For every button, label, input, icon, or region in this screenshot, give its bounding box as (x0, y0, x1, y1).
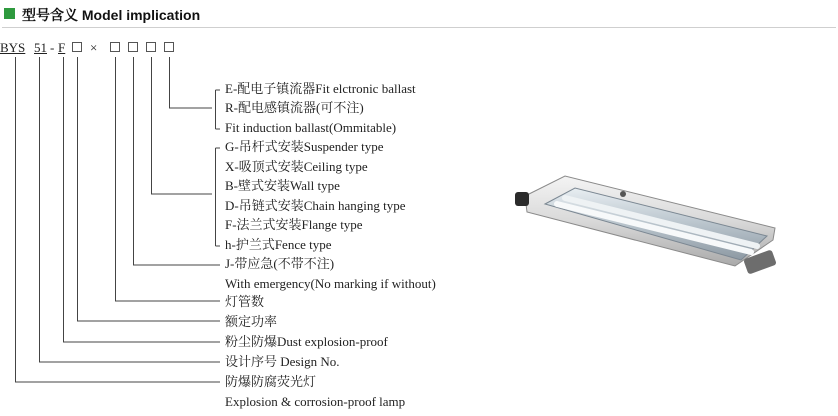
label-dust-proof: 粉尘防爆Dust explosion-proof (225, 334, 388, 349)
code-prefix: BYS (0, 40, 26, 55)
label-b-type: B-壁式安装Wall type (225, 178, 340, 193)
label-lamp-cn: 防爆防腐荧光灯 (225, 374, 317, 389)
label-d-type: D-吊链式安装Chain hanging type (225, 198, 406, 213)
label-with-emergency: With emergency(No marking if without) (225, 276, 436, 291)
label-r-ballast: R-配电感镇流器(可不注) (225, 100, 364, 115)
label-f-type: F-法兰式安装Flange type (225, 217, 363, 232)
label-j-emergency: J-带应急(不带不注) (225, 256, 335, 271)
label-fit-induction: Fit induction ballast(Ommitable) (225, 120, 397, 135)
label-e-ballast: E-配电子镇流器Fit elctronic ballast (225, 81, 416, 96)
section-title: 型号含义 Model implication (22, 7, 201, 23)
code-dash: - (50, 40, 55, 55)
label-x-type: X-吸顶式安装Ceiling type (225, 159, 368, 174)
label-h-type: h-护兰式Fence type (225, 237, 332, 252)
label-rated-power: 额定功率 (225, 314, 278, 329)
lamp-icon (505, 168, 785, 288)
label-g-type: G-吊杆式安装Suspender type (225, 139, 384, 154)
code-times: × (90, 40, 98, 55)
label-lamp-en: Explosion & corrosion-proof lamp (225, 394, 406, 409)
label-design-no: 设计序号 Design No. (225, 354, 340, 369)
label-tube-count: 灯管数 (225, 294, 265, 309)
code-letter-f: F (58, 40, 66, 55)
code-design-no: 51 (34, 40, 47, 55)
